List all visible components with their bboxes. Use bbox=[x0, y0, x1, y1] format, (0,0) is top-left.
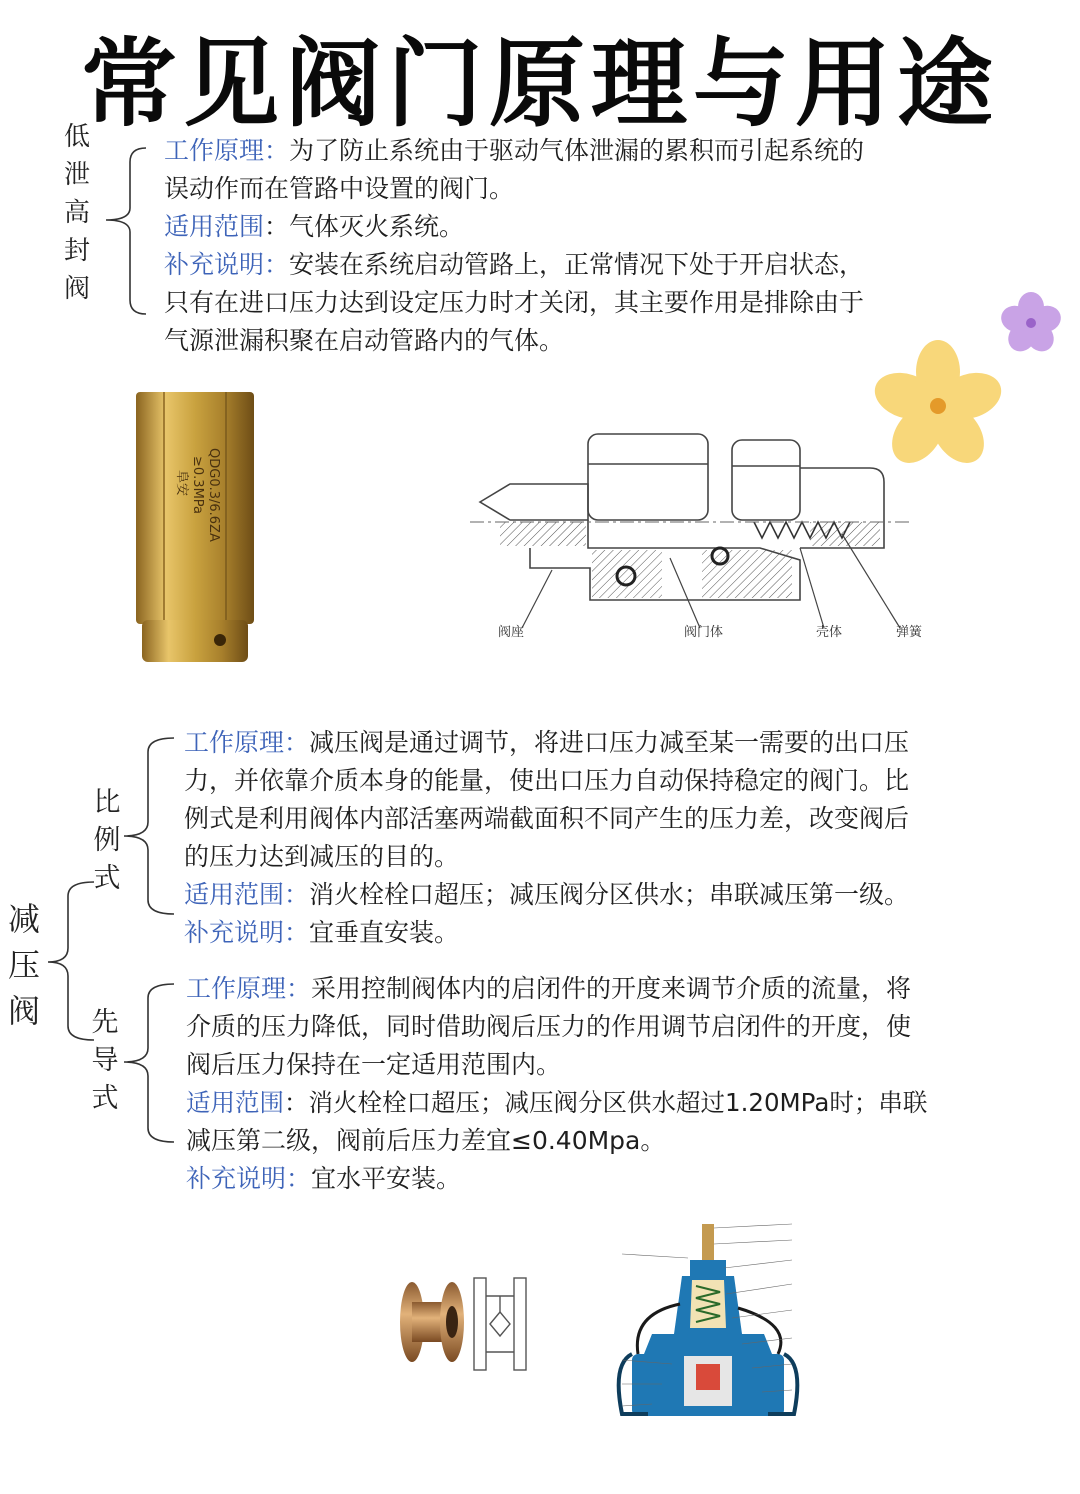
sub1-line-2: 力，并依靠介质本身的能量，使出口压力自动保持稳定的阀门。比 bbox=[184, 766, 910, 795]
sub2-line-3: 阀后压力保持在一定适用范围内。 bbox=[186, 1050, 562, 1079]
svg-text:阜安: 阜安 bbox=[174, 470, 189, 497]
sub1-line-4: 的压力达到减压的目的。 bbox=[184, 842, 460, 871]
diagram-label-spring: 弹簧 bbox=[896, 625, 923, 640]
brass-valve-photo bbox=[128, 388, 263, 668]
sub1-line-1: 工作原理：减压阀是通过调节，将进口压力减至某一需要的出口压 bbox=[184, 728, 910, 757]
section2-label: 减 压 阀 bbox=[7, 900, 40, 1030]
diagram-label-housing: 壳体 bbox=[816, 625, 843, 640]
svg-text:≥0.3MPa: ≥0.3MPa bbox=[190, 456, 205, 515]
sub1-line-5: 适用范围：消火栓栓口超压；减压阀分区供水；串联减压第一级。 bbox=[184, 880, 910, 909]
section1-brace bbox=[98, 140, 158, 320]
low-leak-valve-diagram bbox=[470, 430, 950, 645]
pilot-valve-cutaway bbox=[592, 1214, 832, 1444]
sub2-label: 先 导 式 bbox=[91, 1007, 119, 1114]
bronze-valve-photo bbox=[398, 1272, 470, 1372]
diagram-label-valve-seat: 阀座 bbox=[498, 625, 525, 640]
sub1-label: 比 例 式 bbox=[93, 787, 121, 894]
s1-line-4: 补充说明：安装在系统启动管路上，正常情况下处于开启状态， bbox=[164, 250, 865, 279]
diagram-label-valve-body: 阀门体 bbox=[684, 625, 724, 640]
s1-line-5: 只有在进口压力达到设定压力时才关闭，其主要作用是排除由于 bbox=[164, 288, 865, 317]
sub2-line-4: 适用范围：消火栓栓口超压；减压阀分区供水超过1.20MPa时；串联 bbox=[186, 1088, 928, 1117]
flange-valve-section bbox=[470, 1274, 530, 1374]
s1-line-1: 工作原理：为了防止系统由于驱动气体泄漏的累积而引起系统的 bbox=[164, 136, 865, 165]
sub2-brace bbox=[118, 976, 178, 1152]
sub2-line-5: 减压第二级，阀前后压力差宜≤0.40Mpa。 bbox=[186, 1126, 666, 1155]
page-title: 常见阀门原理与用途 bbox=[81, 28, 999, 140]
sub2-line-6: 补充说明：宜水平安装。 bbox=[186, 1164, 462, 1193]
sub1-brace bbox=[118, 730, 178, 920]
s1-line-3: 适用范围：气体灭火系统。 bbox=[164, 212, 465, 241]
sub2-line-2: 介质的压力降低，同时借助阀后压力的作用调节启闭件的开度，使 bbox=[186, 1012, 912, 1041]
svg-text:QDG0.3/6.6ZA: QDG0.3/6.6ZA bbox=[206, 448, 221, 542]
sub1-line-3: 例式是利用阀体内部活塞两端截面积不同产生的压力差，改变阀后 bbox=[184, 804, 910, 833]
sub2-line-1: 工作原理：采用控制阀体内的启闭件的开度来调节介质的流量，将 bbox=[186, 974, 912, 1003]
sub1-line-6: 补充说明：宜垂直安装。 bbox=[184, 918, 460, 947]
s1-line-6: 气源泄漏积聚在启动管路内的气体。 bbox=[164, 326, 565, 355]
section1-label: 低 泄 高 封 阀 bbox=[63, 122, 90, 304]
s1-line-2: 误动作而在管路中设置的阀门。 bbox=[164, 174, 515, 203]
